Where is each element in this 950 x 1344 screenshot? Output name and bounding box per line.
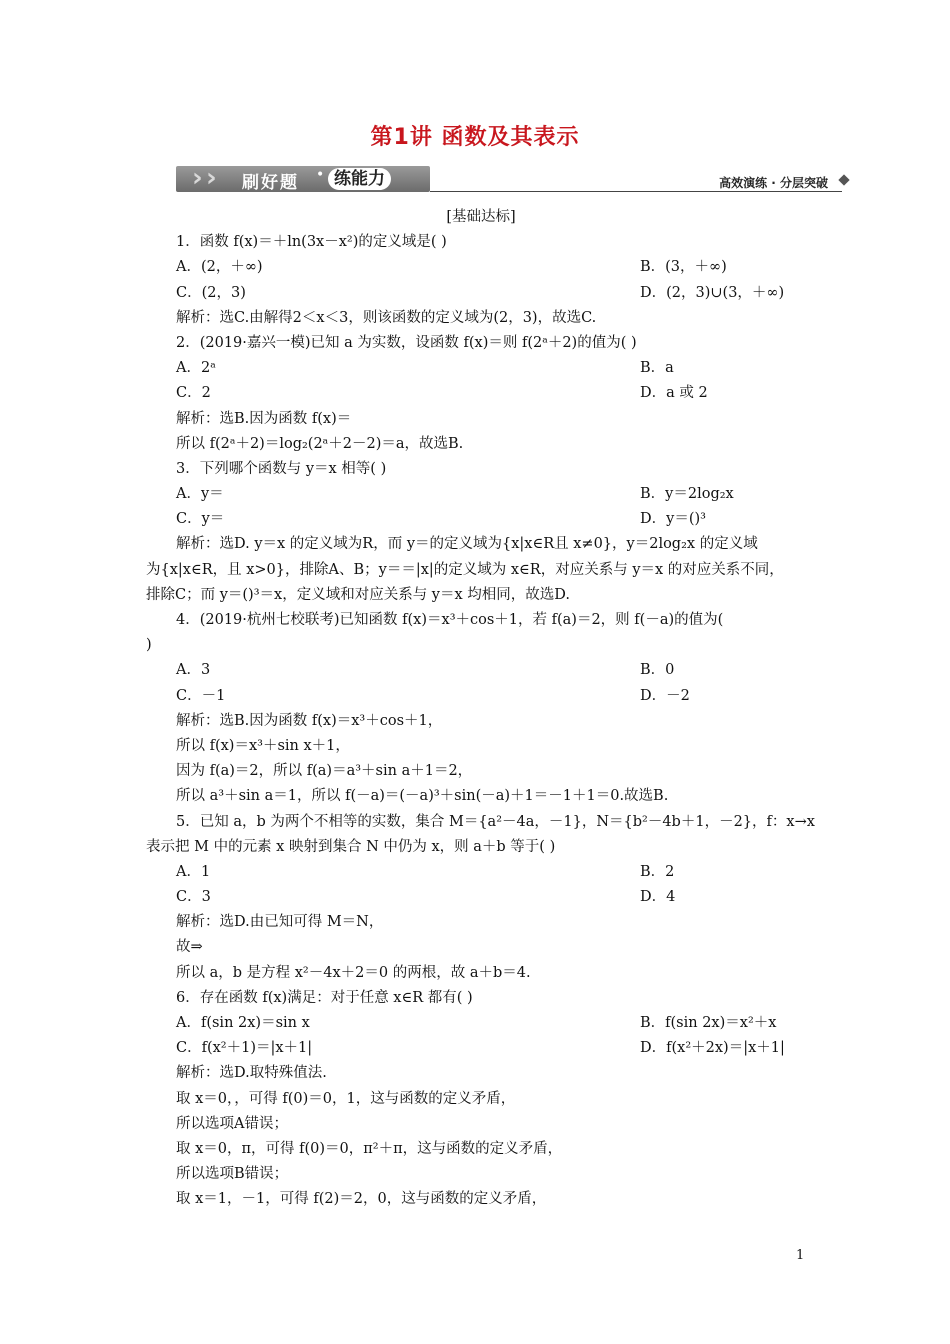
text-line: 因为 f(a)＝2，所以 f(a)＝a³＋sin a＋1＝2， xyxy=(176,763,473,780)
option-row xyxy=(146,684,816,709)
option-left: A．1 xyxy=(176,863,211,880)
text-line: 所以 a，b 是方程 x²－4x＋2＝0 的两根，故 a＋b＝4. xyxy=(176,964,531,981)
page-title: 第1讲 函数及其表示 xyxy=(370,125,580,150)
section-heading: [基础达标] xyxy=(446,209,516,225)
text-line: 解析：选D. y＝x 的定义域为R，而 y＝的定义域为{x|x∈R且 x≠0}，y＝2log₂x 的定义域 xyxy=(176,536,758,553)
text-line: 解析：选B.因为函数 f(x)＝ xyxy=(176,410,352,427)
option-right: B．(3，＋∞) xyxy=(640,259,727,276)
text-line: 取 x＝1，－1，可得 f(2)＝2，0，这与函数的定义矛盾， xyxy=(176,1191,547,1208)
text-line: 解析：选D.取特殊值法. xyxy=(176,1065,327,1082)
option-row xyxy=(146,281,816,306)
option-row xyxy=(146,381,816,406)
text-line: 为{x|x∈R，且 x>0}，排除A、B；y＝＝|x|的定义域为 x∈R，对应关系与 y＝x 的对应关系不同， xyxy=(146,561,784,578)
option-row xyxy=(146,658,816,683)
banner-rule xyxy=(430,191,842,192)
option-right: B．f(sin 2x)＝x²＋x xyxy=(640,1015,777,1031)
text-line: 取 x＝0，，可得 f(0)＝0，1，这与函数的定义矛盾， xyxy=(176,1090,516,1107)
option-left: C．f(x²＋1)＝|x＋1| xyxy=(176,1040,313,1057)
option-left: C．(2，3) xyxy=(176,284,246,301)
option-left: C．y＝ xyxy=(176,511,225,528)
text-line: 所以 f(2ᵃ＋2)＝log₂(2ᵃ＋2－2)＝a，故选B. xyxy=(176,435,464,452)
banner-pill xyxy=(328,168,391,190)
option-right: B．a xyxy=(640,360,674,377)
text-line: 故⇒ xyxy=(176,939,203,956)
chevron-right-icon: › xyxy=(206,163,217,193)
option-right: D．－2 xyxy=(640,687,690,704)
text-line: ) xyxy=(146,637,152,654)
text-line: 解析：选B.因为函数 f(x)＝x³＋cos＋1， xyxy=(176,712,443,729)
text-line: 取 x＝0，π，可得 f(0)＝0，π²＋π，这与函数的定义矛盾， xyxy=(176,1140,563,1157)
option-left: A．3 xyxy=(176,662,211,679)
document-body xyxy=(146,205,816,1213)
text-line: 解析：选D.由已知可得 M＝N， xyxy=(176,914,384,931)
text-line: 3．下列哪个函数与 y＝x 相等( ) xyxy=(176,460,387,477)
option-row xyxy=(146,255,816,280)
option-right: D．(2，3)∪(3，＋∞) xyxy=(640,284,785,301)
text-line: 1．函数 f(x)＝＋ln(3x－x²)的定义域是( ) xyxy=(176,234,447,251)
option-row xyxy=(146,482,816,507)
text-line: 6．存在函数 f(x)满足：对于任意 x∈R 都有( ) xyxy=(176,989,473,1006)
option-right: D．y＝()³ xyxy=(640,511,706,528)
text-line: 2．(2019·嘉兴一模)已知 a 为实数，设函数 f(x)＝则 f(2ᵃ＋2)的值为( ) xyxy=(176,334,637,351)
banner-pill-a: 练 xyxy=(334,169,351,189)
text-line: 表示把 M 中的元素 x 映射到集合 N 中仍为 x，则 a＋b 等于( ) xyxy=(146,838,556,855)
text-line: 排除C；而 y＝()³＝x，定义域和对应关系与 y＝x 均相同，故选D. xyxy=(146,586,571,603)
text-line: 所以选项B错误； xyxy=(176,1166,289,1183)
diamond-icon xyxy=(838,174,849,185)
banner-pill-b: 能力 xyxy=(351,169,385,189)
text-line: 所以选项A错误； xyxy=(176,1115,288,1132)
option-row xyxy=(146,1036,816,1061)
text-line: 所以 f(x)＝x³＋sin x＋1， xyxy=(176,737,350,754)
option-left: C．2 xyxy=(176,385,211,402)
option-right: D．f(x²＋2x)＝|x＋1| xyxy=(640,1040,785,1057)
option-row xyxy=(146,507,816,532)
option-left: A．2ᵃ xyxy=(176,360,216,377)
option-left: C．－1 xyxy=(176,687,226,704)
text-line: 5．已知 a，b 为两个不相等的实数，集合 M＝{a²－4a，－1}，N＝{b²－4b＋1，－2}，f：x→x xyxy=(176,813,815,830)
text-line: 所以 a³＋sin a＝1，所以 f(－a)＝(－a)³＋sin(－a)＋1＝－1＋1＝0.故选B. xyxy=(176,788,669,805)
option-right: B．0 xyxy=(640,662,675,679)
chevron-right-icon: › xyxy=(192,163,203,193)
text-line: 解析：选C.由解得2＜x＜3，则该函数的定义域为(2，3)，故选C. xyxy=(176,309,597,326)
option-right: B．2 xyxy=(640,863,675,880)
banner-right-text: 高效演练 · 分层突破 xyxy=(719,176,828,190)
option-row xyxy=(146,860,816,885)
option-left: C．3 xyxy=(176,889,211,906)
page-number: 1 xyxy=(796,1248,805,1263)
option-row xyxy=(146,356,816,381)
text-line: 4．(2019·杭州七校联考)已知函数 f(x)＝x³＋cos＋1，若 f(a)＝2，则 f(－a)的值为( xyxy=(176,612,724,628)
option-right: D．4 xyxy=(640,889,676,906)
option-left: A．(2，＋∞) xyxy=(176,259,263,276)
option-row xyxy=(146,1011,816,1036)
option-row xyxy=(146,885,816,910)
option-right: B．y＝2log₂x xyxy=(640,486,734,503)
section-banner xyxy=(176,162,848,196)
option-right: D．a 或 2 xyxy=(640,385,708,402)
banner-label: 刷好题 xyxy=(242,173,299,193)
option-left: A．f(sin 2x)＝sin x xyxy=(176,1015,310,1031)
banner-dot: • xyxy=(316,167,325,183)
option-left: A．y＝ xyxy=(176,486,224,503)
